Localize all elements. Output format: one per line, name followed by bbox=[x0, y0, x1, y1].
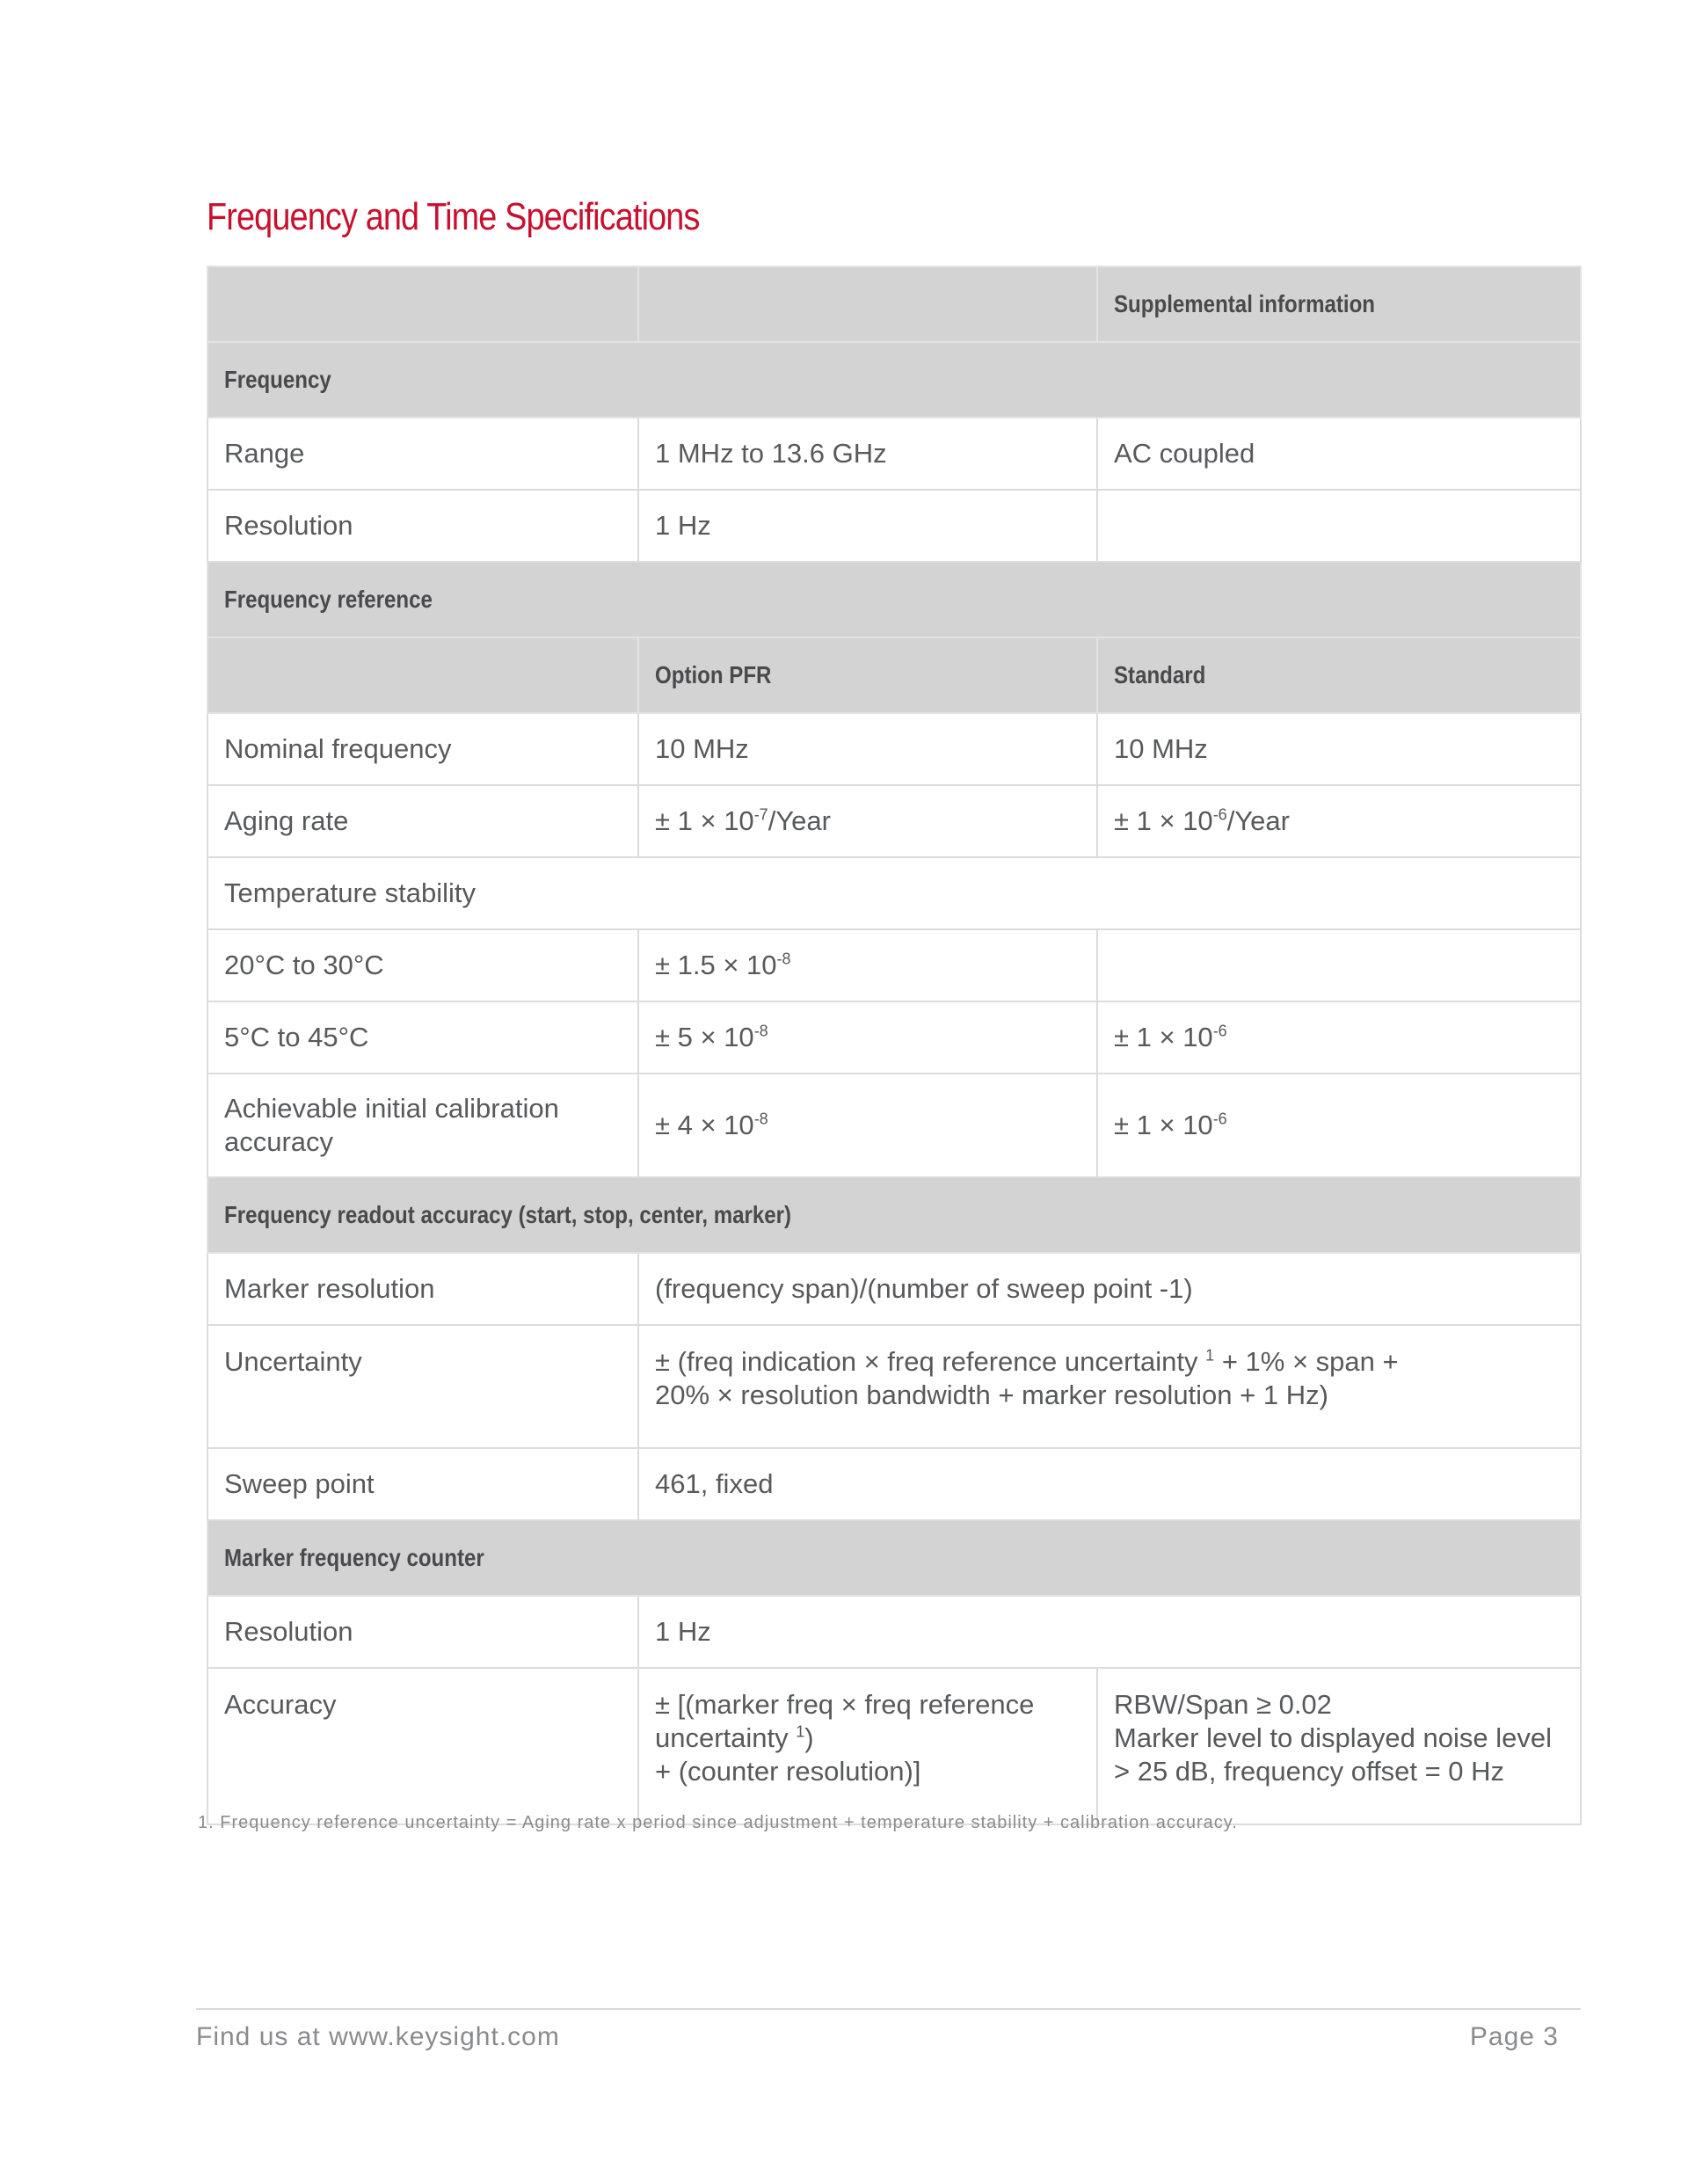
table-row bbox=[207, 490, 1581, 562]
row-value: ± $1 \times 10^{-6}$ bbox=[1097, 1074, 1581, 1177]
table-row bbox=[207, 1001, 1581, 1074]
row-value: ± $5 \times 10^{-8}$ bbox=[638, 1001, 1097, 1074]
table-row bbox=[207, 929, 1581, 1001]
row-label: 5°C to 45°C bbox=[207, 1001, 638, 1074]
section-marker-counter bbox=[207, 1520, 1581, 1596]
row-value: ± $1.5 \times 10^{-8}$ bbox=[638, 929, 1097, 1001]
table-row bbox=[207, 785, 1581, 857]
row-label: Uncertainty bbox=[207, 1325, 638, 1448]
row-value: 1 Hz bbox=[638, 490, 1097, 562]
row-value: (frequency span)/(number of sweep point -1) bbox=[638, 1253, 1581, 1325]
row-label: Accuracy bbox=[207, 1668, 638, 1824]
spec-table bbox=[207, 266, 1582, 1825]
row-label: Resolution bbox=[207, 490, 638, 562]
page-title: Frequency and Time Specifications bbox=[207, 195, 700, 238]
row-label: Temperature stability bbox=[207, 857, 1581, 929]
col-standard: Standard bbox=[1114, 661, 1206, 688]
row-label: Range bbox=[207, 418, 638, 490]
footer-divider bbox=[196, 2008, 1581, 2010]
section-label: Frequency readout accuracy (start, stop, center, marker) bbox=[224, 1201, 792, 1228]
col-option-pfr: Option PFR bbox=[655, 661, 772, 688]
table-row bbox=[207, 1668, 1581, 1824]
row-label: Resolution bbox=[207, 1596, 638, 1668]
table-row bbox=[207, 1074, 1581, 1177]
row-label: 20°C to 30°C bbox=[207, 929, 638, 1001]
section-label: Frequency bbox=[224, 366, 331, 393]
row-value: ± $1 \times 10^{-7}$/Year bbox=[638, 785, 1097, 857]
table-row bbox=[207, 1253, 1581, 1325]
row-value: ± (freq indication × freq reference uncertainty $^1$ + 1% × span + 20% × resolution bandwidth + marker resolution + 1 Hz) bbox=[638, 1325, 1581, 1448]
row-value: ± $4 \times 10^{-8}$ bbox=[638, 1074, 1097, 1177]
header-supplemental: Supplemental information bbox=[1114, 290, 1376, 317]
section-readout-accuracy bbox=[207, 1177, 1581, 1253]
subheader-row bbox=[207, 637, 1581, 713]
row-value: 1 Hz bbox=[638, 1596, 1581, 1668]
table-row bbox=[207, 418, 1581, 490]
row-label: Sweep point bbox=[207, 1448, 638, 1520]
row-value: ± $1 \times 10^{-6}$/Year bbox=[1097, 785, 1581, 857]
row-label: Achievable initial calibration accuracy bbox=[207, 1074, 638, 1177]
page-number: Page 3 bbox=[1469, 2022, 1559, 2051]
table-row bbox=[207, 1448, 1581, 1520]
row-label: Aging rate bbox=[207, 785, 638, 857]
row-value: 461, fixed bbox=[638, 1448, 1581, 1520]
row-label: Nominal frequency bbox=[207, 713, 638, 785]
section-frequency bbox=[207, 342, 1581, 418]
row-value: 1 MHz to 13.6 GHz bbox=[638, 418, 1097, 490]
row-value: 10 MHz bbox=[1097, 713, 1581, 785]
row-note: RBW/Span ≥ 0.02 Marker level to displayed noise level > 25 dB, frequency offset = 0 Hz bbox=[1097, 1668, 1581, 1824]
footer-website: Find us at www.keysight.com bbox=[196, 2022, 560, 2051]
table-row bbox=[207, 857, 1581, 929]
row-value: ± [(marker freq × freq reference uncertainty $^1$) + (counter resolution)] bbox=[638, 1668, 1097, 1824]
table-row bbox=[207, 1325, 1581, 1448]
table-header-row bbox=[207, 266, 1581, 342]
section-frequency-reference bbox=[207, 562, 1581, 637]
section-label: Frequency reference bbox=[224, 586, 433, 613]
section-label: Marker frequency counter bbox=[224, 1544, 484, 1571]
footnote: 1. Frequency reference uncertainty = Aging rate x period since adjustment + temperature stability + calibration accuracy. bbox=[198, 1813, 1238, 1832]
table-row bbox=[207, 1596, 1581, 1668]
row-label: Marker resolution bbox=[207, 1253, 638, 1325]
row-value: ± $1 \times 10^{-6}$ bbox=[1097, 1001, 1581, 1074]
row-value: 10 MHz bbox=[638, 713, 1097, 785]
row-note: AC coupled bbox=[1097, 418, 1581, 490]
table-row bbox=[207, 713, 1581, 785]
